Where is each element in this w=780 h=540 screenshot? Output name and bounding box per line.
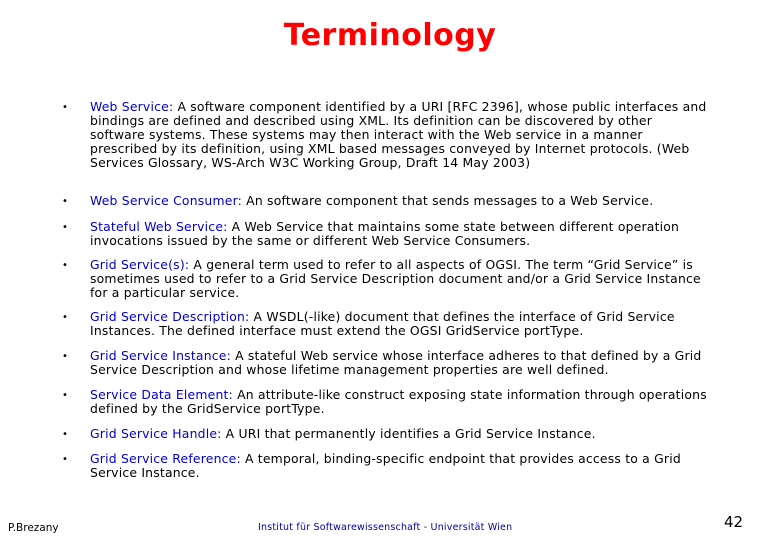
item-text: [90, 388, 710, 416]
bullet: •: [62, 196, 68, 207]
institute-footer: Institut für Softwarewissenschaft - Universität Wien: [258, 522, 513, 533]
term-label: Service Data Element:: [90, 387, 233, 402]
page-number: 42: [724, 513, 744, 531]
term-definition: A software component identified by a URI [RFC 2396], whose public interfaces and bindings are defined and described using XML. Its definition can be discovered by other software systems. These systems may then interact with the Web service in a manner prescribed by its definition, using XML based messages conveyed by Internet protocols. (Web Services Glossary, WS-Arch W3C Working Group, Draft 14 May 2003): [90, 99, 707, 170]
bullet: •: [62, 390, 68, 401]
item-text: [90, 427, 710, 441]
item-text: [90, 258, 710, 300]
term-label: Grid Service Description:: [90, 309, 250, 324]
term-label: Grid Service Reference:: [90, 451, 241, 466]
bullet: •: [62, 102, 68, 113]
term-definition: A stateful Web service whose interface adheres to that defined by a Grid Service Description and whose lifetime management properties are well defined.: [90, 348, 702, 377]
term-label: Grid Service Instance:: [90, 348, 231, 363]
term-definition: An attribute-like construct exposing state information through operations defined by the GridService portType.: [90, 387, 707, 416]
term-label: Web Service:: [90, 99, 174, 114]
term-label: Web Service Consumer:: [90, 193, 243, 208]
term-definition: An software component that sends messages to a Web Service.: [242, 193, 654, 208]
term-definition: A WSDL(-like) document that defines the interface of Grid Service Instances. The defined interface must extend the OGSI GridService portType.: [90, 309, 675, 338]
term-definition: A temporal, binding-specific endpoint that provides access to a Grid Service Instance.: [90, 451, 681, 480]
bullet: •: [62, 454, 68, 465]
item-text: [90, 310, 710, 338]
bullet: •: [62, 351, 68, 362]
item-text: [90, 194, 710, 208]
bullet: •: [62, 260, 68, 271]
term-definition: A URI that permanently identifies a Grid Service Instance.: [221, 426, 596, 441]
item-text: [90, 100, 710, 170]
term-definition: A general term used to refer to all aspects of OGSI. The term “Grid Service” is sometimes used to refer to a Grid Service Description document and/or a Grid Service Instance for a particular service.: [90, 257, 701, 300]
item-text: [90, 452, 710, 480]
bullet: •: [62, 429, 68, 440]
slide-title: Terminology: [283, 18, 497, 53]
term-definition: A Web Service that maintains some state between different operation invocations issued by the same or different Web Service Consumers.: [90, 219, 680, 248]
term-label: Grid Service(s):: [90, 257, 190, 272]
term-label: Grid Service Handle:: [90, 426, 222, 441]
bullet: •: [62, 312, 68, 323]
item-text: [90, 220, 710, 248]
bullet: •: [62, 222, 68, 233]
item-text: [90, 349, 710, 377]
author-footer: P.Brezany: [8, 522, 59, 534]
term-label: Stateful Web Service:: [90, 219, 228, 234]
